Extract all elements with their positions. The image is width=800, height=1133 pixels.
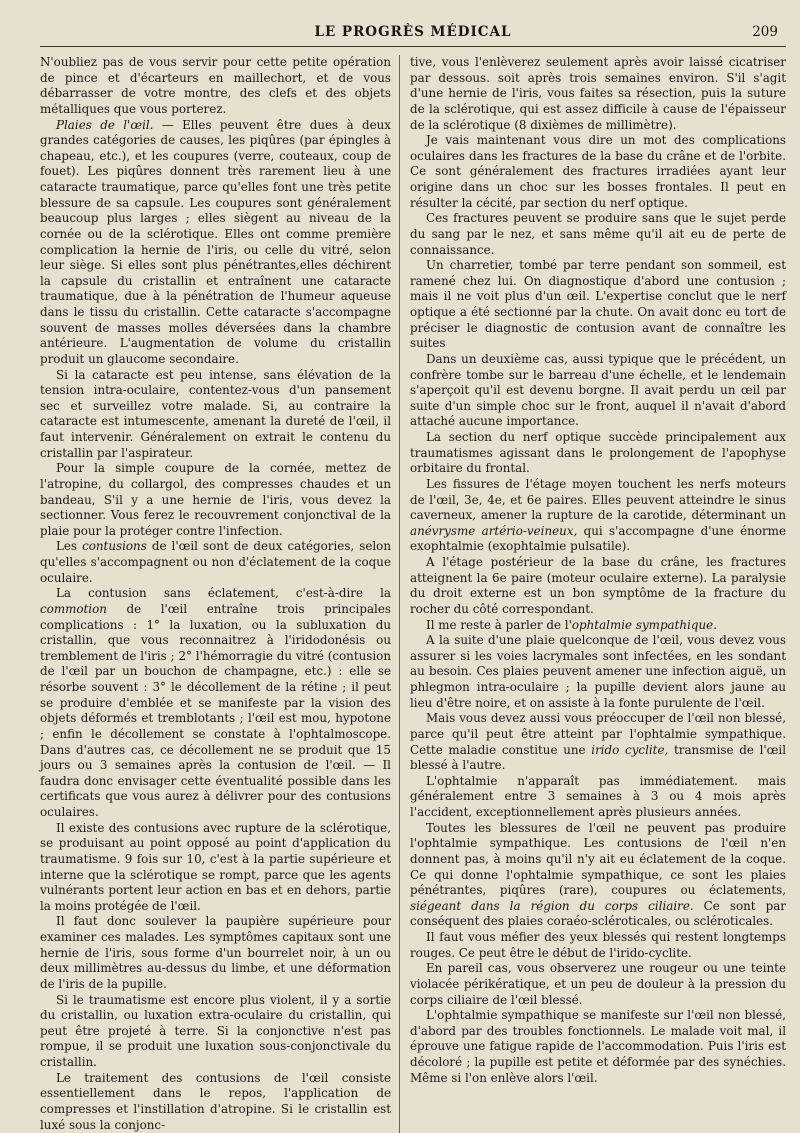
paragraph (410, 961, 786, 1008)
paragraph (410, 821, 786, 930)
paragraph (40, 586, 391, 820)
italic-term: Plaies de l'œil. (56, 117, 154, 132)
italic-term: anévrysme artério-veineux, (410, 523, 578, 538)
paragraph-text: Il faut donc soulever la paupière supérieure pour examiner ces malades. Les symptômes capitaux sont une hernie de l'iris, sous forme d'un bourrelet noir, à un ou deux millimètres au-dessus du limbe, et une déformation de l'iris de la pupille. (40, 914, 391, 991)
article-columns (40, 55, 786, 1133)
paragraph-text: Les fissures de l'étage moyen touchent les nerfs moteurs de l'œil, 3e, 4e, et 6e paires. Elles peuvent atteindre le sinus caverneux, amener la rupture de la carotide, déterminant un (410, 476, 786, 523)
paragraph-text: Dans un deuxième cas, aussi typique que le précédent, un confrère tombe sur le barreau d'une échelle, et le lendemain s'aperçoit qu'il est devenu borgne. Il avait perdu un œil par suite d'un simple choc sur le front, auquel il n'avait d'abord attaché aucune importance. (410, 351, 786, 429)
paragraph-text: A la suite d'une plaie quelconque de l'œil, vous devez vous assurer si les voies lacrymales sont infectées, en les sondant au besoin. Ces plaies peuvent amener une infection aiguë, un phlegmon intra-oculaire ; la pupille devient alors jaune au lieu d'être noire, et on assiste à la fonte purulente de l'œil. (410, 633, 786, 710)
paragraph-text: Ces fractures peuvent se produire sans que le sujet perde du sang par le nez, et sans même qu'il ait eu de perte de connaissance. (410, 211, 786, 257)
italic-term: commotion (40, 601, 107, 616)
paragraph-text: Il existe des contusions avec rupture de la sclérotique, se produisant au point opposé au point d'application du traumatisme. 9 fois sur 10, c'est à la partie supérieure et interne que la sclérotique se rompt, parce que les agents vulnérants portent leur action en bas et en dehors, partie la moins protégée de l'œil. (40, 820, 391, 913)
paragraph (410, 711, 786, 774)
paragraph (410, 477, 786, 555)
paragraph (40, 55, 391, 118)
paragraph (410, 211, 786, 258)
paragraph (410, 774, 786, 821)
paragraph (40, 118, 391, 368)
paragraph (40, 461, 391, 539)
paragraph (410, 618, 786, 634)
paragraph-text: L'ophtalmie sympathique se manifeste sur l'œil non blessé, d'abord par des troubles fonctionnels. Le malade voit mal, il éprouve une fatigue rapide de l'accommodation. Puis l'iris est décoloré ; la pupille est petite et déformée par des synéchies. Même si l'on enlève alors l'œil. (410, 1008, 786, 1085)
paragraph-text: Les (56, 539, 83, 554)
paragraph (40, 821, 391, 915)
paragraph-text: A l'étage postérieur de la base du crâne, les fractures atteignent la 6e paire (moteur oculaire externe). La paralysie du droit externe est un bon symptôme de la fracture du rocher du côté correspondant. (410, 555, 786, 616)
paragraph (410, 430, 786, 477)
italic-term: irido cyclite, (591, 742, 669, 757)
paragraph-text: Mais vous devez aussi vous préoccuper de l'œil non blessé, parce qu'il peut être atteint par l'ophtalmie sympathique. Cette maladie constitue une (410, 711, 786, 757)
paragraph (40, 368, 391, 462)
paragraph-text: Un charretier, tombé par terre pendant son sommeil, est ramené chez lui. On diagnostique d'abord une contusion ; mais il ne voit plus d'un œil. L'expertise conclut que le nerf optique a été sectionné par la chute. On avait donc eu tort de préciser le diagnostic de contusion avant de connaître les suites (410, 258, 786, 351)
paragraph-text: Ce sont par conséquent des plaies coraéo-scléroticales, ou scléroticales. (410, 898, 786, 929)
paragraph-text: transmise de l'œil blessé à l'autre. (410, 742, 787, 773)
paragraph-text: qui s'accompagne d'une énorme exophtalmie (exophtalmie pulsatile). (410, 523, 786, 554)
paragraph (410, 633, 786, 711)
paragraph (410, 1008, 786, 1086)
paragraph-text: Il me reste à parler de l' (426, 617, 572, 632)
italic-term: siégeant dans la région du corps ciliaire. (410, 898, 694, 913)
page-number: 209 (752, 24, 778, 40)
paragraph (410, 930, 786, 961)
paragraph-text: Si la cataracte est peu intense, sans élévation de la tension intra-oculaire, contentez-vous d'un pansement sec et surveillez votre malade. Si, au contraire la cataracte est intumescente, amenant la dureté de l'œil, il faut intervenir. Généralement on extrait le contenu du cristallin par l'aspirateur. (40, 367, 391, 460)
page-header (40, 20, 786, 47)
paragraph (410, 133, 786, 211)
left-column (40, 55, 400, 1133)
paragraph-text: Le traitement des contusions de l'œil consiste essentiellement dans le repos, l'application de compresses et l'instillation d'atropine. Si le cristallin est luxé sous la conjonc- (40, 1070, 391, 1132)
paragraph (410, 55, 786, 133)
paragraph-text: de l'œil entraîne trois principales complications : 1° la luxation, ou la subluxation du cristallin, que vous reconnaitrez à l'iridodonésis ou tremblement de l'iris ; 2° l'hémorragie du vitré (contusion de l'œil par un bouchon de champagne, etc.) : elle se résorbe souvent : 3° le décollement de la rétine ; il peut se produire d'emblée et se manifeste par la vision des objets déformés et tremblotants ; l'œil est mou, hypotone ; enfin le décollement se constate à l'ophtalmoscope. Dans d'autres cas, ce décollement ne se produit que 15 jours ou 3 semaines après la contusion de l'œil. — Il faudra donc envisager cette éventualité possible dans les certificats que vous aurez à délivrer pour des contusions oculaires. (40, 601, 391, 819)
paragraph (410, 352, 786, 430)
paragraph (40, 993, 391, 1071)
paragraph-text: de l'œil sont de deux catégories, selon qu'elles s'accompagnent ou non d'éclatement de la coque oculaire. (40, 539, 391, 585)
paragraph-text: Pour la simple coupure de la cornée, mettez de l'atropine, du collargol, des compresses chaudes et un bandeau, S'il y a une hernie de l'iris, vous devez la sectionner. Vous ferez le recouvrement conjonctival de la plaie pour la protéger contre l'infection. (40, 461, 391, 538)
paragraph-text: La contusion sans éclatement, c'est-à-dire la (56, 586, 391, 601)
journal-title: LE PROGRÈS MÉDICAL (314, 24, 512, 40)
paragraph (40, 1071, 391, 1133)
right-column (400, 55, 786, 1133)
italic-term: ophtalmie sympathique. (571, 617, 717, 632)
italic-term: contusions (82, 539, 147, 554)
paragraph (410, 258, 786, 352)
paragraph-text: Si le traumatisme est encore plus violent, il y a sortie du cristallin, ou luxation extra-oculaire du cristallin, qui peut être projeté à terre. Si la conjonctive n'est pas rompue, il se produit une luxation sous-conjonctivale du cristallin. (40, 992, 391, 1069)
paragraph-text: tive, vous l'enlèverez seulement après avoir laissé cicatriser par dessous. soit après trois semaines environ. S'il s'agit d'une hernie de l'iris, vous faites sa résection, puis la suture de la sclérotique, qui est assez difficile à cause de l'épaisseur de la sclérotique (8 dixièmes de millimètre). (410, 55, 786, 132)
paragraph (40, 914, 391, 992)
paragraph-text: — Elles peuvent être dues à deux grandes catégories de causes, les piqûres (par épingles à chapeau, etc.), et les coupures (verre, couteaux, coup de fouet). Les piqûres donnent très rarement lieu à une cataracte traumatique, parce qu'elles font une très petite blessure de sa capsule. Les coupures sont généralement beaucoup plus larges ; elles siègent au niveau de la cornée ou de la sclérotique. Elles ont comme première complication la hernie de l'iris, ou celle du vitré, selon leur siège. Si elles sont plus pénétrantes,elles déchirent la capsule du cristallin et entraînent une cataracte traumatique, due à la pénétration de l'humeur aqueuse dans le tissu du cristallin. Cette cataracte s'accompagne souvent de masses molles déversées dans la chambre antérieure. L'augmentation de volume du cristallin produit un glaucome secondaire. (40, 117, 391, 366)
paragraph (40, 539, 391, 586)
paragraph-text: Toutes les blessures de l'œil ne peuvent pas produire l'ophtalmie sympathique. Les contusions de l'œil n'en donnent pas, à moins qu'il n'y ait eu éclatement de la coque. Ce qui donne l'ophtalmie sympathique, ce sont les plaies pénétrantes, piqûres (rare), coupures ou éclatements, (410, 820, 786, 898)
paragraph (410, 555, 786, 618)
paragraph-text: La section du nerf optique succède principalement aux traumatismes agissant dans le prolongement de l'apophyse orbitaire du frontal. (410, 430, 786, 476)
paragraph-text: N'oubliez pas de vous servir pour cette petite opération de pince et d'écarteurs en maillechort, et de vous débarrasser de votre montre, des clefs et des objets métalliques que vous porterez. (40, 55, 391, 116)
paragraph-text: En pareil cas, vous observerez une rougeur ou une teinte violacée périkératique, et un peu de douleur à la pression du corps ciliaire de l'œil blessé. (410, 961, 786, 1007)
paragraph-text: Je vais maintenant vous dire un mot des complications oculaires dans les fractures de la base du crâne et de l'orbite. Ce sont généralement des fractures irradiées ayant leur origine dans un choc sur les bosses frontales. Il peut en résulter la cécité, par section du nerf optique. (410, 133, 786, 210)
paragraph-text: L'ophtalmie n'apparaît pas immédiatement. mais généralement entre 3 semaines à 3 ou 4 mois après l'accident, exceptionnellement après plusieurs années. (410, 773, 786, 819)
paragraph-text: Il faut vous méfier des yeux blessés qui restent longtemps rouges. Ce peut être le début de l'irido-cyclite. (410, 930, 786, 960)
